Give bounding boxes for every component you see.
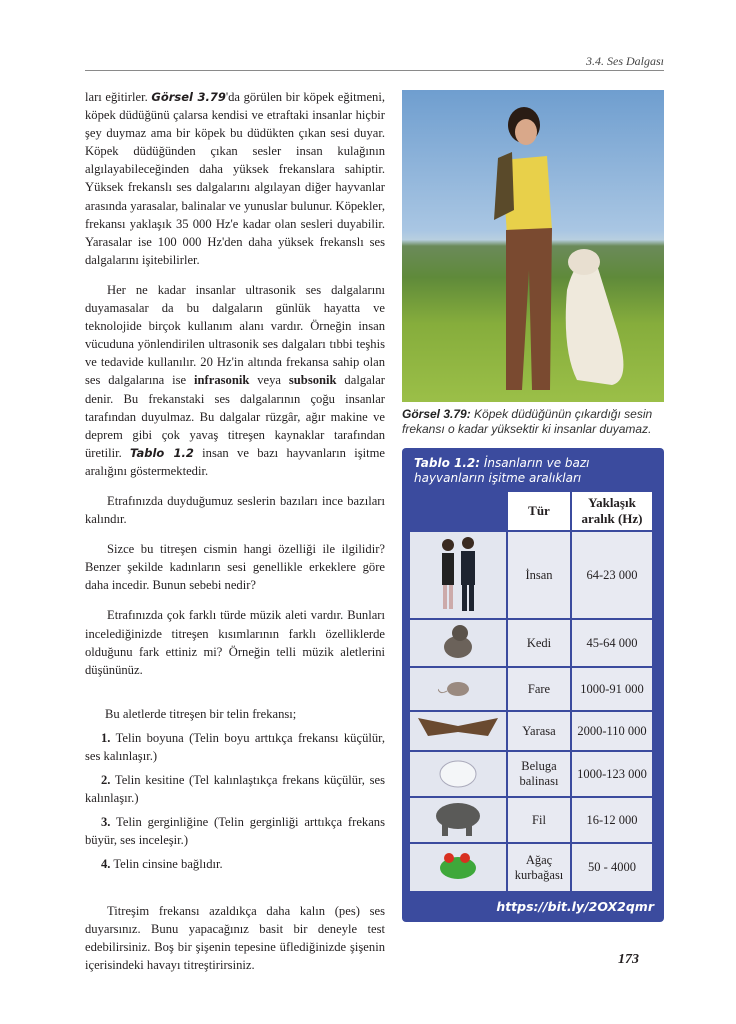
page-number: 173: [618, 952, 639, 967]
paragraph: Etrafınızda çok farklı türde müzik aleti vardır. Bunları incelediğinizde titreşen kısımlarının farklı özelliklerde olduğunu fark ettiniz mi? Örneğin telli müzik aletlerini düşününüz.: [85, 608, 385, 677]
term-infrasonic: infrasonik: [194, 373, 250, 388]
table-row: Beluga balinası 1000-123 000: [409, 751, 653, 797]
cat-image: [409, 619, 507, 667]
main-text-column: [85, 88, 385, 986]
table-row: Fil 16-12 000: [409, 797, 653, 843]
list-item: 3. Telin gerginliğine (Telin gerginliği arttıkça frekans büyür, ses inceleşir.): [85, 815, 385, 848]
table-row: Fare 1000-91 000: [409, 667, 653, 711]
list-item: 1. Telin boyuna (Telin boyu arttıkça frekansı küçülür, ses kalınlaşır.): [85, 730, 385, 763]
resource-link[interactable]: https://bit.ly/2OX2qmr: [496, 899, 654, 914]
figure-reference: Görsel 3.79: [151, 90, 226, 104]
section-title: 3.4. Ses Dalgası: [586, 54, 664, 68]
tree-frog-image: [409, 843, 507, 892]
list-intro: Bu aletlerde titreşen bir telin frekansı;: [105, 706, 297, 721]
list-item: 2. Telin kesitine (Tel kalınlaştıkça frekans küçülür, ses kalınlaşır.): [85, 773, 385, 806]
table-row: Ağaç kurbağası 50 - 4000: [409, 843, 653, 892]
paragraph: Titreşim frekansı azaldıkça daha kalın (pes) ses duyarsınız. Bunu yapacağınız basit bir deneyle test edebilirsiniz. Boş bir şişenin tepesine üflediğinizde şişenin içerisindeki havayı titreştirirsiniz.: [85, 903, 385, 972]
table-row: İnsan 64-23 000: [409, 531, 653, 619]
bat-image: [409, 711, 507, 751]
beluga-image: [409, 751, 507, 797]
table-title: Tablo 1.2: İnsanların ve bazı hayvanların işitme aralıkları: [414, 456, 590, 485]
running-header: [85, 52, 664, 71]
hearing-range-table: [408, 490, 654, 893]
header-species: Tür: [507, 491, 571, 531]
table-row: Kedi 45-64 000: [409, 619, 653, 667]
table-reference: Tablo 1.2: [130, 445, 194, 460]
list-item: 4. Telin cinsine bağlıdır.: [101, 857, 223, 872]
paragraph: ları eğitirler. Görsel 3.79'da görülen bir köpek eğitmeni, köpek düdüğünü çalarsa kendisi ve etraftaki insanlar hiçbir şey duymaz ama bir köpek bu düdükten çıkan sesi duyar. Köpek düdüğünden çıkan sesler insan kulağının algılayabileceğinden daha yüksek frekanslara sahiptir. Yüksek frekanslı ses dalgalarını algılayan diğer hayvanlar arasında yarasalar, balinalar ve yunuslar bulunur. Köpekler, frekansı yaklaşık 35 000 Hz'e kadar olan sesleri duyabilir. Yarasalar ise 100 000 Hz'den daha yüksek frekanslı ses dalgalarını işitebilirler.: [85, 90, 385, 267]
table-row: Yarasa 2000-110 000: [409, 711, 653, 751]
elephant-image: [409, 797, 507, 843]
header-range: Yaklaşık aralık (Hz): [571, 491, 653, 531]
term-subsonic: subsonik: [288, 373, 337, 388]
dog-trainer-photo: [402, 90, 664, 402]
paragraph: Etrafınızda duyduğumuz seslerin bazıları ince bazıları kalındır.: [85, 493, 385, 527]
humans-image: [409, 531, 507, 619]
paragraph: Sizce bu titreşen cismin hangi özelliği ile ilgilidir? Benzer şekilde kadınların sesi genellikle erkeklere göre daha incedir. Bunun sebebi nedir?: [85, 542, 385, 593]
figure-caption: Görsel 3.79: Köpek düdüğünün çıkardığı sesin frekansı o kadar yüksektir ki insanlar duyamaz.: [402, 407, 653, 436]
hearing-range-table-box: [402, 448, 664, 922]
mouse-image: [409, 667, 507, 711]
paragraph: Her ne kadar insanlar ultrasonik ses dalgalarını duyamasalar da bu dalgaların günlük hayatta ve teknolojide birçok kullanım alanı vardır. Örneğin insan vücuduna yönlendirilen ultrasonik ses dalgaları tıbbi teşhis ve tedavide kullanılır. 20 Hz'in altında frekansa sahip olan ses dalgalarına ise infrasonik veya subsonik dalgalar denir. Bu frekanstaki ses dalgalarının çoğu insanlar tarafından duyulmaz. Bu dalgalar rüzgâr, ağır makine ve deprem gibi çok yavaş titreşen kaynaklar tarafından üretilir. Tablo 1.2 insan ve bazı hayvanların işitme aralığını göstermektedir.: [85, 282, 385, 478]
